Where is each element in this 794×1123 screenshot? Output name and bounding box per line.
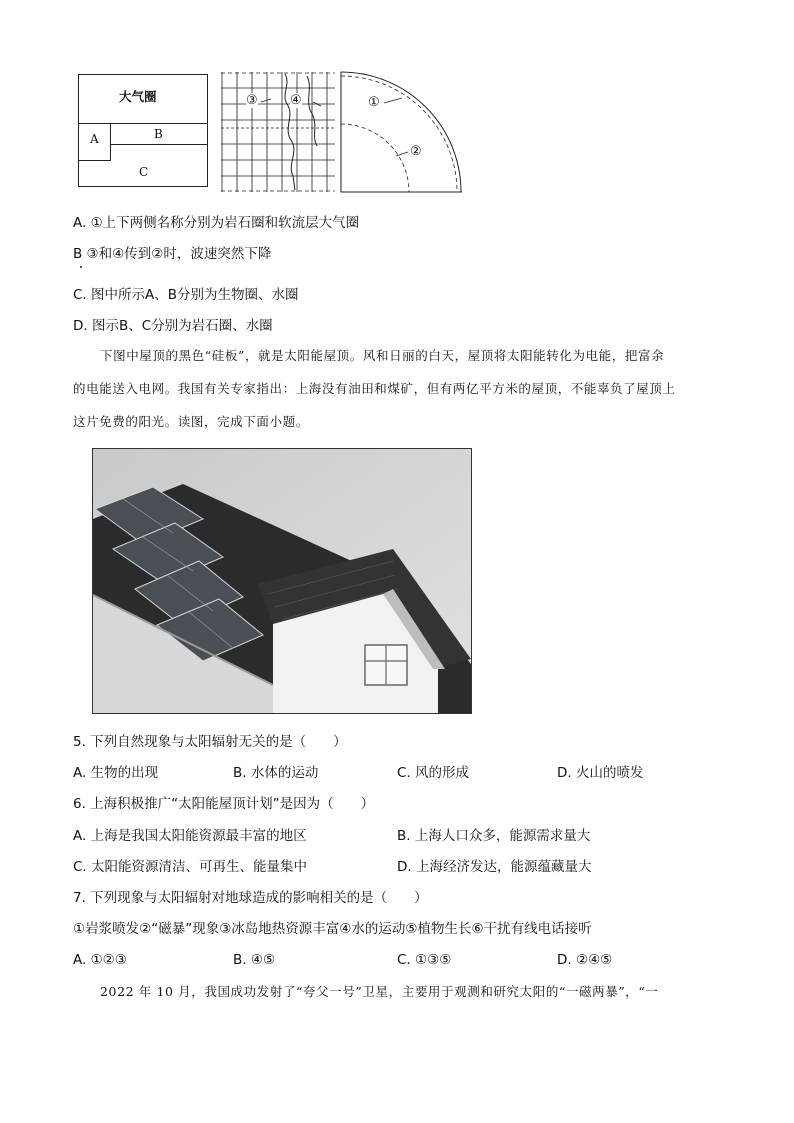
q6-option-a: A. 上海是我国太阳能资源最丰富的地区 (73, 828, 307, 844)
q7-stem: 7. 下列现象与太阳辐射对地球造成的影响相关的是（ ） (73, 890, 428, 906)
q7-option-a: A. ①②③ (73, 952, 127, 968)
box-title: 大气圈 (119, 89, 157, 104)
q7-items: ①岩浆喷发②“磁暴”现象③冰岛地热资源丰富④水的运动⑤植物生长⑥干扰有线电话接听 (73, 921, 592, 937)
q4-option-b: B ③和④传到②时，波速突然下降 (73, 246, 272, 262)
figure-grid-diagram (221, 72, 335, 192)
q4-option-a: A. ①上下两侧名称分别为岩石圈和软流层大气圈 (73, 215, 360, 231)
q7-option-d: D. ②④⑤ (557, 952, 613, 968)
q6-option-d: D. 上海经济发达，能源蕴藏量大 (397, 859, 592, 875)
arc-label-2: ② (410, 144, 422, 159)
q5-option-d: D. 火山的喷发 (557, 765, 644, 781)
arc-label-1: ① (368, 95, 380, 110)
q7-option-c: C. ①③⑤ (397, 952, 452, 968)
q7-option-b: B. ④⑤ (233, 952, 276, 968)
box-a-label: A (90, 132, 99, 146)
box-b-label: B (154, 127, 163, 141)
q5-stem: 5. 下列自然现象与太阳辐射无关的是（ ） (73, 734, 347, 750)
q5-option-c: C. 风的形成 (397, 765, 470, 781)
q4-option-d: D. 图示B、C分别为岩石圈、水圈 (73, 318, 273, 334)
figure-arc-diagram (340, 70, 465, 194)
grid-label-4: ④ (290, 93, 302, 108)
q5-option-b: B. 水体的运动 (233, 765, 319, 781)
q6-option-b: B. 上海人口众多，能源需求量大 (397, 828, 591, 844)
closing-line-1: 2022 年 10 月，我国成功发射了“夸父一号”卫星，主要用于观测和研究太阳的“一磁两暴”，“一 (100, 984, 659, 999)
solar-roof-photo (92, 448, 472, 714)
grid-label-3: ③ (246, 93, 258, 108)
q4-option-c: C. 图中所示A、B分别为生物圈、水圈 (73, 287, 299, 303)
box-c-label: C (139, 165, 149, 179)
q5-option-a: A. 生物的出现 (73, 765, 159, 781)
intro-line-2: 的电能送入电网。我国有关专家指出：上海没有油田和煤矿，但有两亿平方米的屋顶，不能辜负了屋顶上 (73, 381, 676, 396)
q6-stem: 6. 上海积极推广“太阳能屋顶计划”是因为（ ） (73, 796, 375, 812)
stray-dot (80, 266, 82, 268)
intro-line-1: 下图中屋顶的黑色“硅板”，就是太阳能屋顶。风和日丽的白天，屋顶将太阳能转化为电能，把富余 (100, 348, 665, 363)
intro-line-3: 这片免费的阳光。读图，完成下面小题。 (73, 414, 309, 429)
figure-spheres-box (78, 74, 208, 187)
q6-option-c: C. 太阳能资源清洁、可再生、能量集中 (73, 859, 308, 875)
